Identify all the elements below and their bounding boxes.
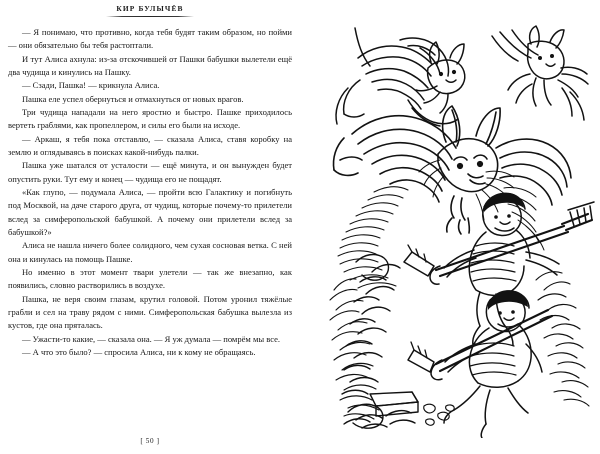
ground-box-and-stones [344,392,454,428]
boy-lower-with-rake [408,290,552,438]
paragraph: Алиса не нашла ничего более солидного, чем сухая сосновая ветка. С ней она и кинулась на помощь Пашке. [8,240,292,264]
running-head: КИР БУЛЫЧЁВ [116,4,184,13]
creature-top-right [492,26,588,120]
paragraph: — А что это было? — спросила Алиса, ни к кому не обращаясь. [22,347,256,358]
paragraph: Три чудища нападали на него яростно и быстро. Пашке приходилось вертеть граблями, как пропеллером, и силы его были на исходе. [8,106,292,131]
body-text [8,26,292,360]
creature-top-left [336,28,465,126]
paragraph: Пашка, не веря своим глазам, крутил головой. Потом уронил тяжёлые грабли и сел на траву рядом с ними. Симферопольская бабушка вылезла из кустов, где она пряталась. [8,293,292,331]
paragraph: — Аркаш, я тебя пока отставлю, — сказала Алиса, ставя коробку на землю и оглядываясь в поисках какой-нибудь палки. [8,133,292,157]
text-column [8,0,292,454]
paragraph: И тут Алиса ахнула: из-за отскочившей от Пашки бабушки вылетели ещё два чудища и кинулись на Пашку. [8,53,292,77]
header-rule-ornament [106,16,194,17]
paragraph: — Сзади, Пашка! — крикнула Алиса. [22,80,160,91]
page-number: [ 50 ] [140,437,160,445]
paragraph: Пашка еле успел обернуться и отмахнуться от новых врагов. [22,93,244,104]
illustration-artwork [300,14,596,438]
boy-upper-with-rake [404,193,594,345]
paragraph: Пашка уже шатался от усталости — ещё минута, и он вынужден будет опустить руки. Тут ему и конец — чудища его не пощадят. [8,160,292,184]
chapter-illustration [300,14,596,438]
paragraph: — Ужасти-то какие, — сказала она. — Я уж думала — помрём мы все. [22,333,281,344]
paragraph: — Я понимаю, что противно, когда тебя будят таким образом, но пойми — они обязательно бы тебя растоптали. [8,26,292,51]
grass-texture-right [536,272,589,406]
paragraph: Но именно в этот момент твари улетели — так же внезапно, как появились, словно растворились в воздухе. [8,267,292,291]
paragraph: «Как глупо, — подумала Алиса, — пройти всю Галактику и погибнуть под Москвой, на даче старого друга, от чудищ, которые почему-то прилетели вслед за симферопольской бабушкой. А почему они прилетели вслед за бабушкой?» [8,187,292,238]
shrub-leaf-clump [342,255,400,394]
